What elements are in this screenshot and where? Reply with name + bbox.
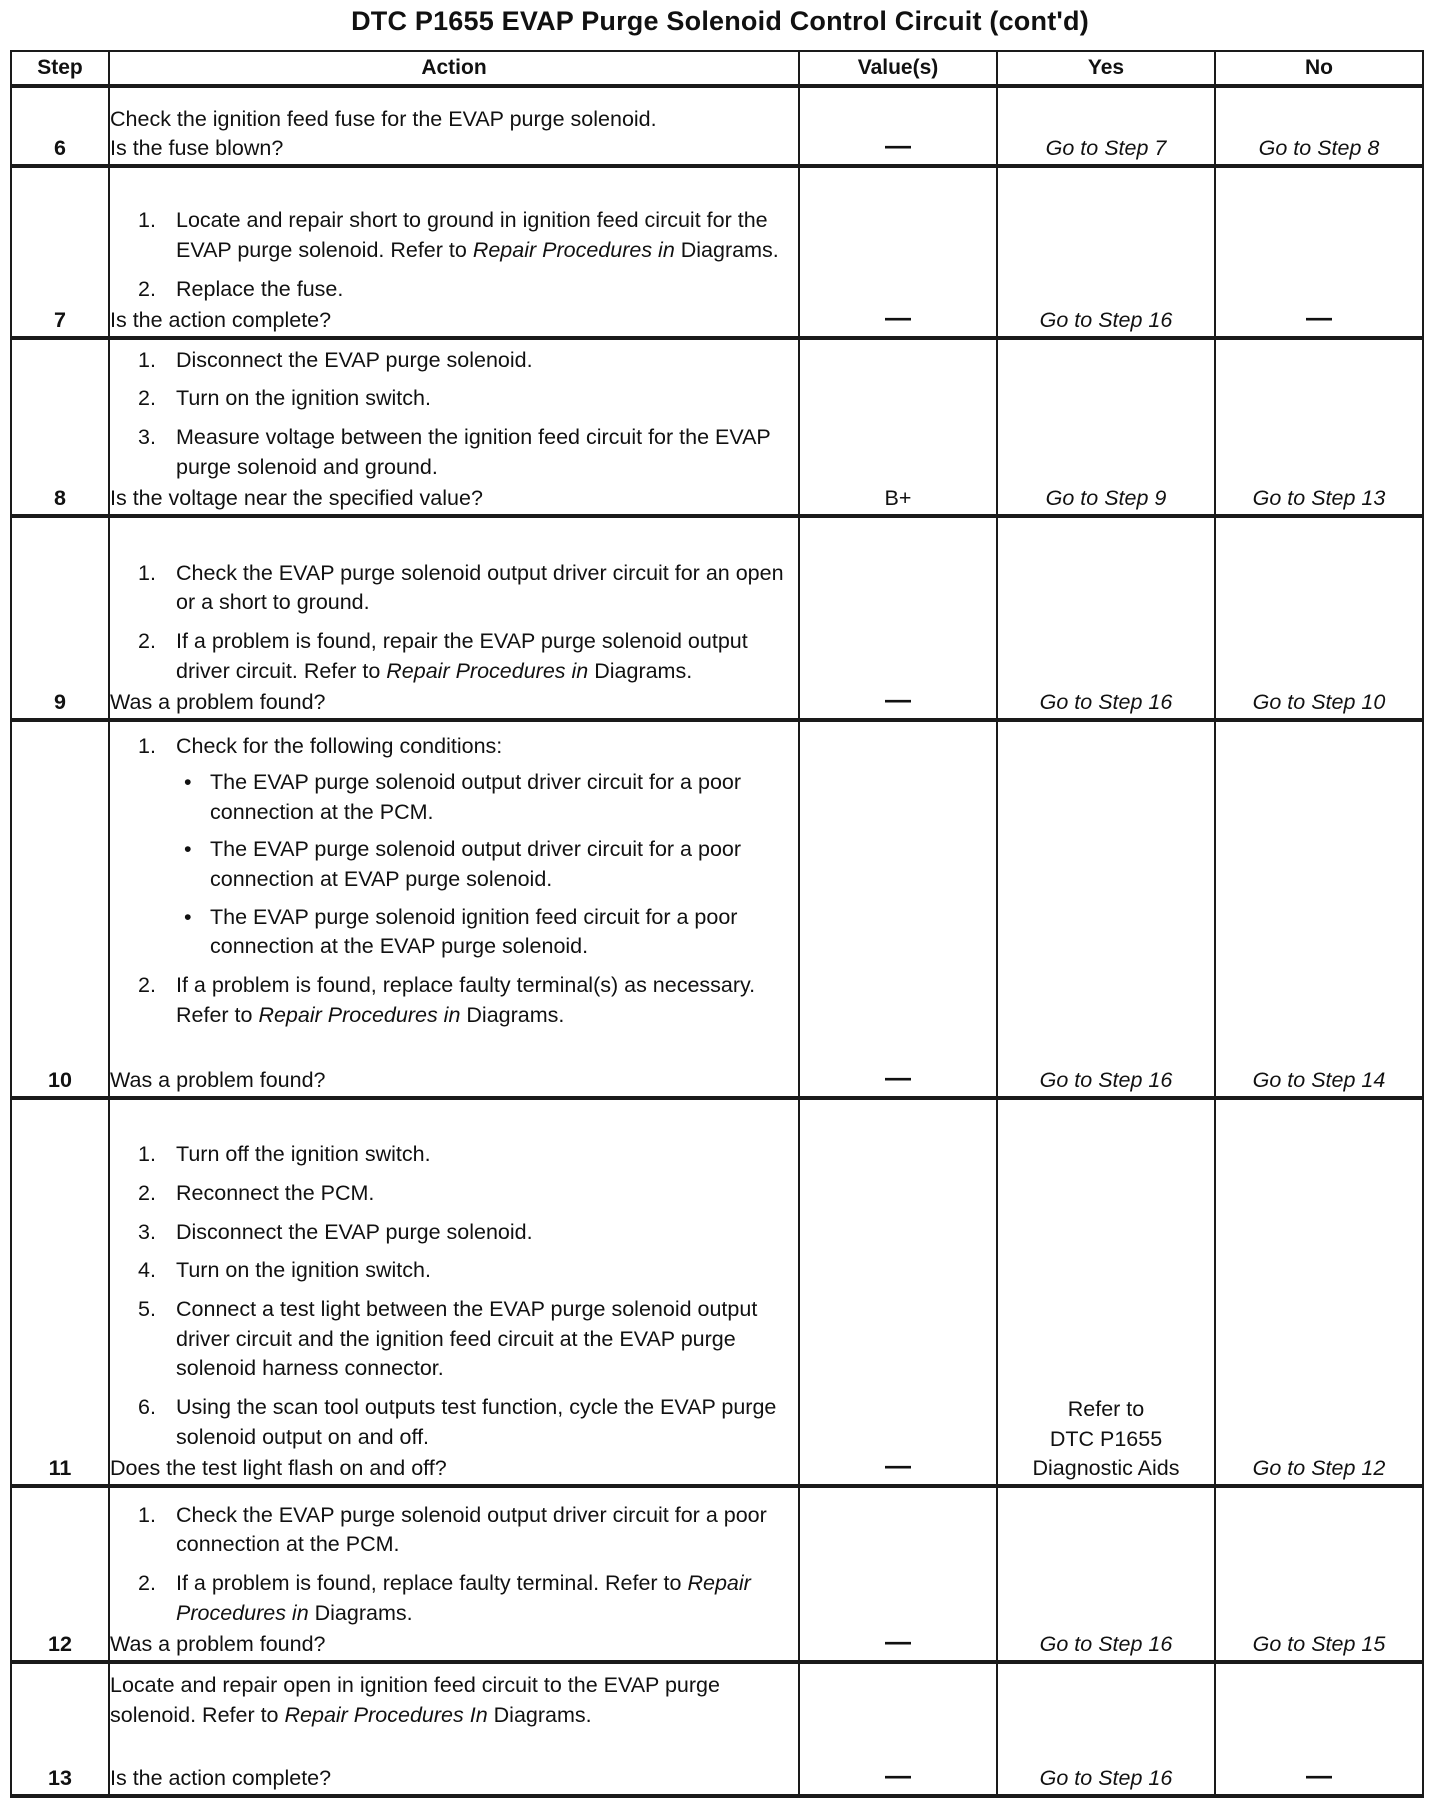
action-cell [109,166,799,338]
table-row [11,338,1423,516]
bullet-item: • The EVAP purge solenoid output driver circuit for a poor connection at the PCM. [176,768,798,827]
no-cell [1215,166,1423,338]
action-item: 2. Replace the fuse. [138,276,344,301]
action-question: Is the voltage near the specified value? [110,486,483,511]
action-item: 1. Turn off the ignition switch. [138,1142,431,1167]
action-question: Was a problem found? [110,1068,326,1093]
action-question: Was a problem found? [110,690,326,715]
action-cell [109,1486,799,1662]
action-item: 3. Measure voltage between the ignition feed circuit for the EVAP purge solenoid and ground. [138,425,771,479]
step-number: 10 [11,720,109,1098]
action-text: Check the ignition feed fuse for the EVAP purge solenoid. [110,106,657,131]
action-question: Is the action complete? [110,1766,332,1791]
value-text: — [885,684,911,715]
no-cell: Go to Step 15 [1215,1486,1423,1662]
value-text: B+ [884,486,912,511]
bullet-item: • The EVAP purge solenoid output driver circuit for a poor connection at EVAP purge solenoid. [176,835,798,894]
value-cell [799,86,997,166]
value-text: — [885,302,911,333]
value-text: — [885,1450,911,1481]
step-number: 11 [11,1098,109,1486]
yes-cell: Go to Step 16 [997,166,1215,338]
action-question: Is the fuse blown? [110,136,284,161]
table-row [11,1098,1423,1486]
no-cell: Go to Step 10 [1215,516,1423,720]
action-item: 1. Check for the following conditions: • The EVAP purge solenoid output driver circuit for a poor connection at the PCM. • The EVAP purge solenoid output driver circuit for a poor connection at EVAP purge solenoid. • The EVAP purge solenoid ignition feed circuit for a poor connection at the EVAP purge solenoid. [110,732,798,962]
no-cell [1215,1662,1423,1796]
step-number: 13 [11,1662,109,1796]
header-row [11,51,1423,86]
value-cell [799,516,997,720]
action-cell [109,516,799,720]
step-number: 12 [11,1486,109,1662]
action-question: Was a problem found? [110,1632,326,1657]
action-item: 6. Using the scan tool outputs test function, cycle the EVAP purge solenoid output on and off. [138,1395,777,1449]
action-item: 2. Turn on the ignition switch. [138,386,431,411]
no-text: — [1306,302,1332,333]
action-item: 3. Disconnect the EVAP purge solenoid. [138,1219,533,1244]
action-cell [109,338,799,516]
action-text: Locate and repair open in ignition feed circuit to the EVAP purge solenoid. Refer to Repair Procedures In Diagrams. [110,1673,720,1727]
yes-cell: Go to Step 16 [997,1662,1215,1796]
action-item: 2. If a problem is found, repair the EVAP purge solenoid output driver circuit. Refer to Repair Procedures in Diagrams. [138,629,748,683]
action-item: 1. Check the EVAP purge solenoid output driver circuit for an open or a short to ground. [138,560,784,615]
action-cell [109,720,799,1098]
step-number: 9 [11,516,109,720]
no-cell: Go to Step 8 [1215,86,1423,166]
yes-cell: Refer to DTC P1655 Diagnostic Aids [997,1098,1215,1486]
action-cell [109,86,799,166]
header-values: Value(s) [799,51,997,86]
no-cell: Go to Step 13 [1215,338,1423,516]
value-text: — [885,1760,911,1791]
value-cell [799,1662,997,1796]
table-row [11,1662,1423,1796]
table-row [11,1486,1423,1662]
step-number: 7 [11,166,109,338]
yes-cell: Go to Step 16 [997,516,1215,720]
action-question: Does the test light flash on and off? [110,1456,447,1481]
value-cell [799,166,997,338]
value-cell [799,338,997,516]
action-cell [109,1098,799,1486]
action-item: 5. Connect a test light between the EVAP purge solenoid output driver circuit and the ignition feed circuit at the EVAP purge solenoid harness connector. [138,1297,758,1381]
action-item: 4. Turn on the ignition switch. [138,1258,431,1283]
action-item: 2. If a problem is found, replace faulty terminal. Refer to Repair Procedures in Diagrams. [138,1571,751,1625]
no-cell: Go to Step 14 [1215,720,1423,1098]
table-row [11,166,1423,338]
step-number: 8 [11,338,109,516]
action-item: 1. Disconnect the EVAP purge solenoid. [138,347,533,372]
diagnostic-table [10,50,1424,1798]
action-item: 1. Check the EVAP purge solenoid output driver circuit for a poor connection at the PCM. [138,1502,767,1557]
yes-cell: Go to Step 9 [997,338,1215,516]
yes-cell: Go to Step 16 [997,1486,1215,1662]
action-cell [109,1662,799,1796]
no-cell: Go to Step 12 [1215,1098,1423,1486]
value-text: — [885,1062,911,1093]
action-item: 2. If a problem is found, replace faulty terminal(s) as necessary. Refer to Repair Procedures in Diagrams. [138,973,756,1027]
value-cell [799,1486,997,1662]
value-text: — [885,1626,911,1657]
step-number: 6 [11,86,109,166]
action-question: Is the action complete? [110,308,332,333]
yes-cell: Go to Step 7 [997,86,1215,166]
table-row [11,86,1423,166]
action-item: 1. Locate and repair short to ground in ignition feed circuit for the EVAP purge solenoid. Refer to Repair Procedures in Diagrams. [138,208,779,263]
bullet-item: • The EVAP purge solenoid ignition feed circuit for a poor connection at the EVAP purge solenoid. [176,903,798,962]
value-cell [799,1098,997,1486]
no-text: — [1306,1760,1332,1791]
header-step: Step [11,51,109,86]
action-item: 2. Reconnect the PCM. [138,1181,375,1206]
page-title: DTC P1655 EVAP Purge Solenoid Control Circuit (cont'd) [351,6,1089,36]
header-no: No [1215,51,1423,86]
value-cell [799,720,997,1098]
yes-cell: Go to Step 16 [997,720,1215,1098]
header-yes: Yes [997,51,1215,86]
table-row [11,516,1423,720]
value-text: — [885,130,911,161]
table-row [11,720,1423,1098]
header-action: Action [109,51,799,86]
